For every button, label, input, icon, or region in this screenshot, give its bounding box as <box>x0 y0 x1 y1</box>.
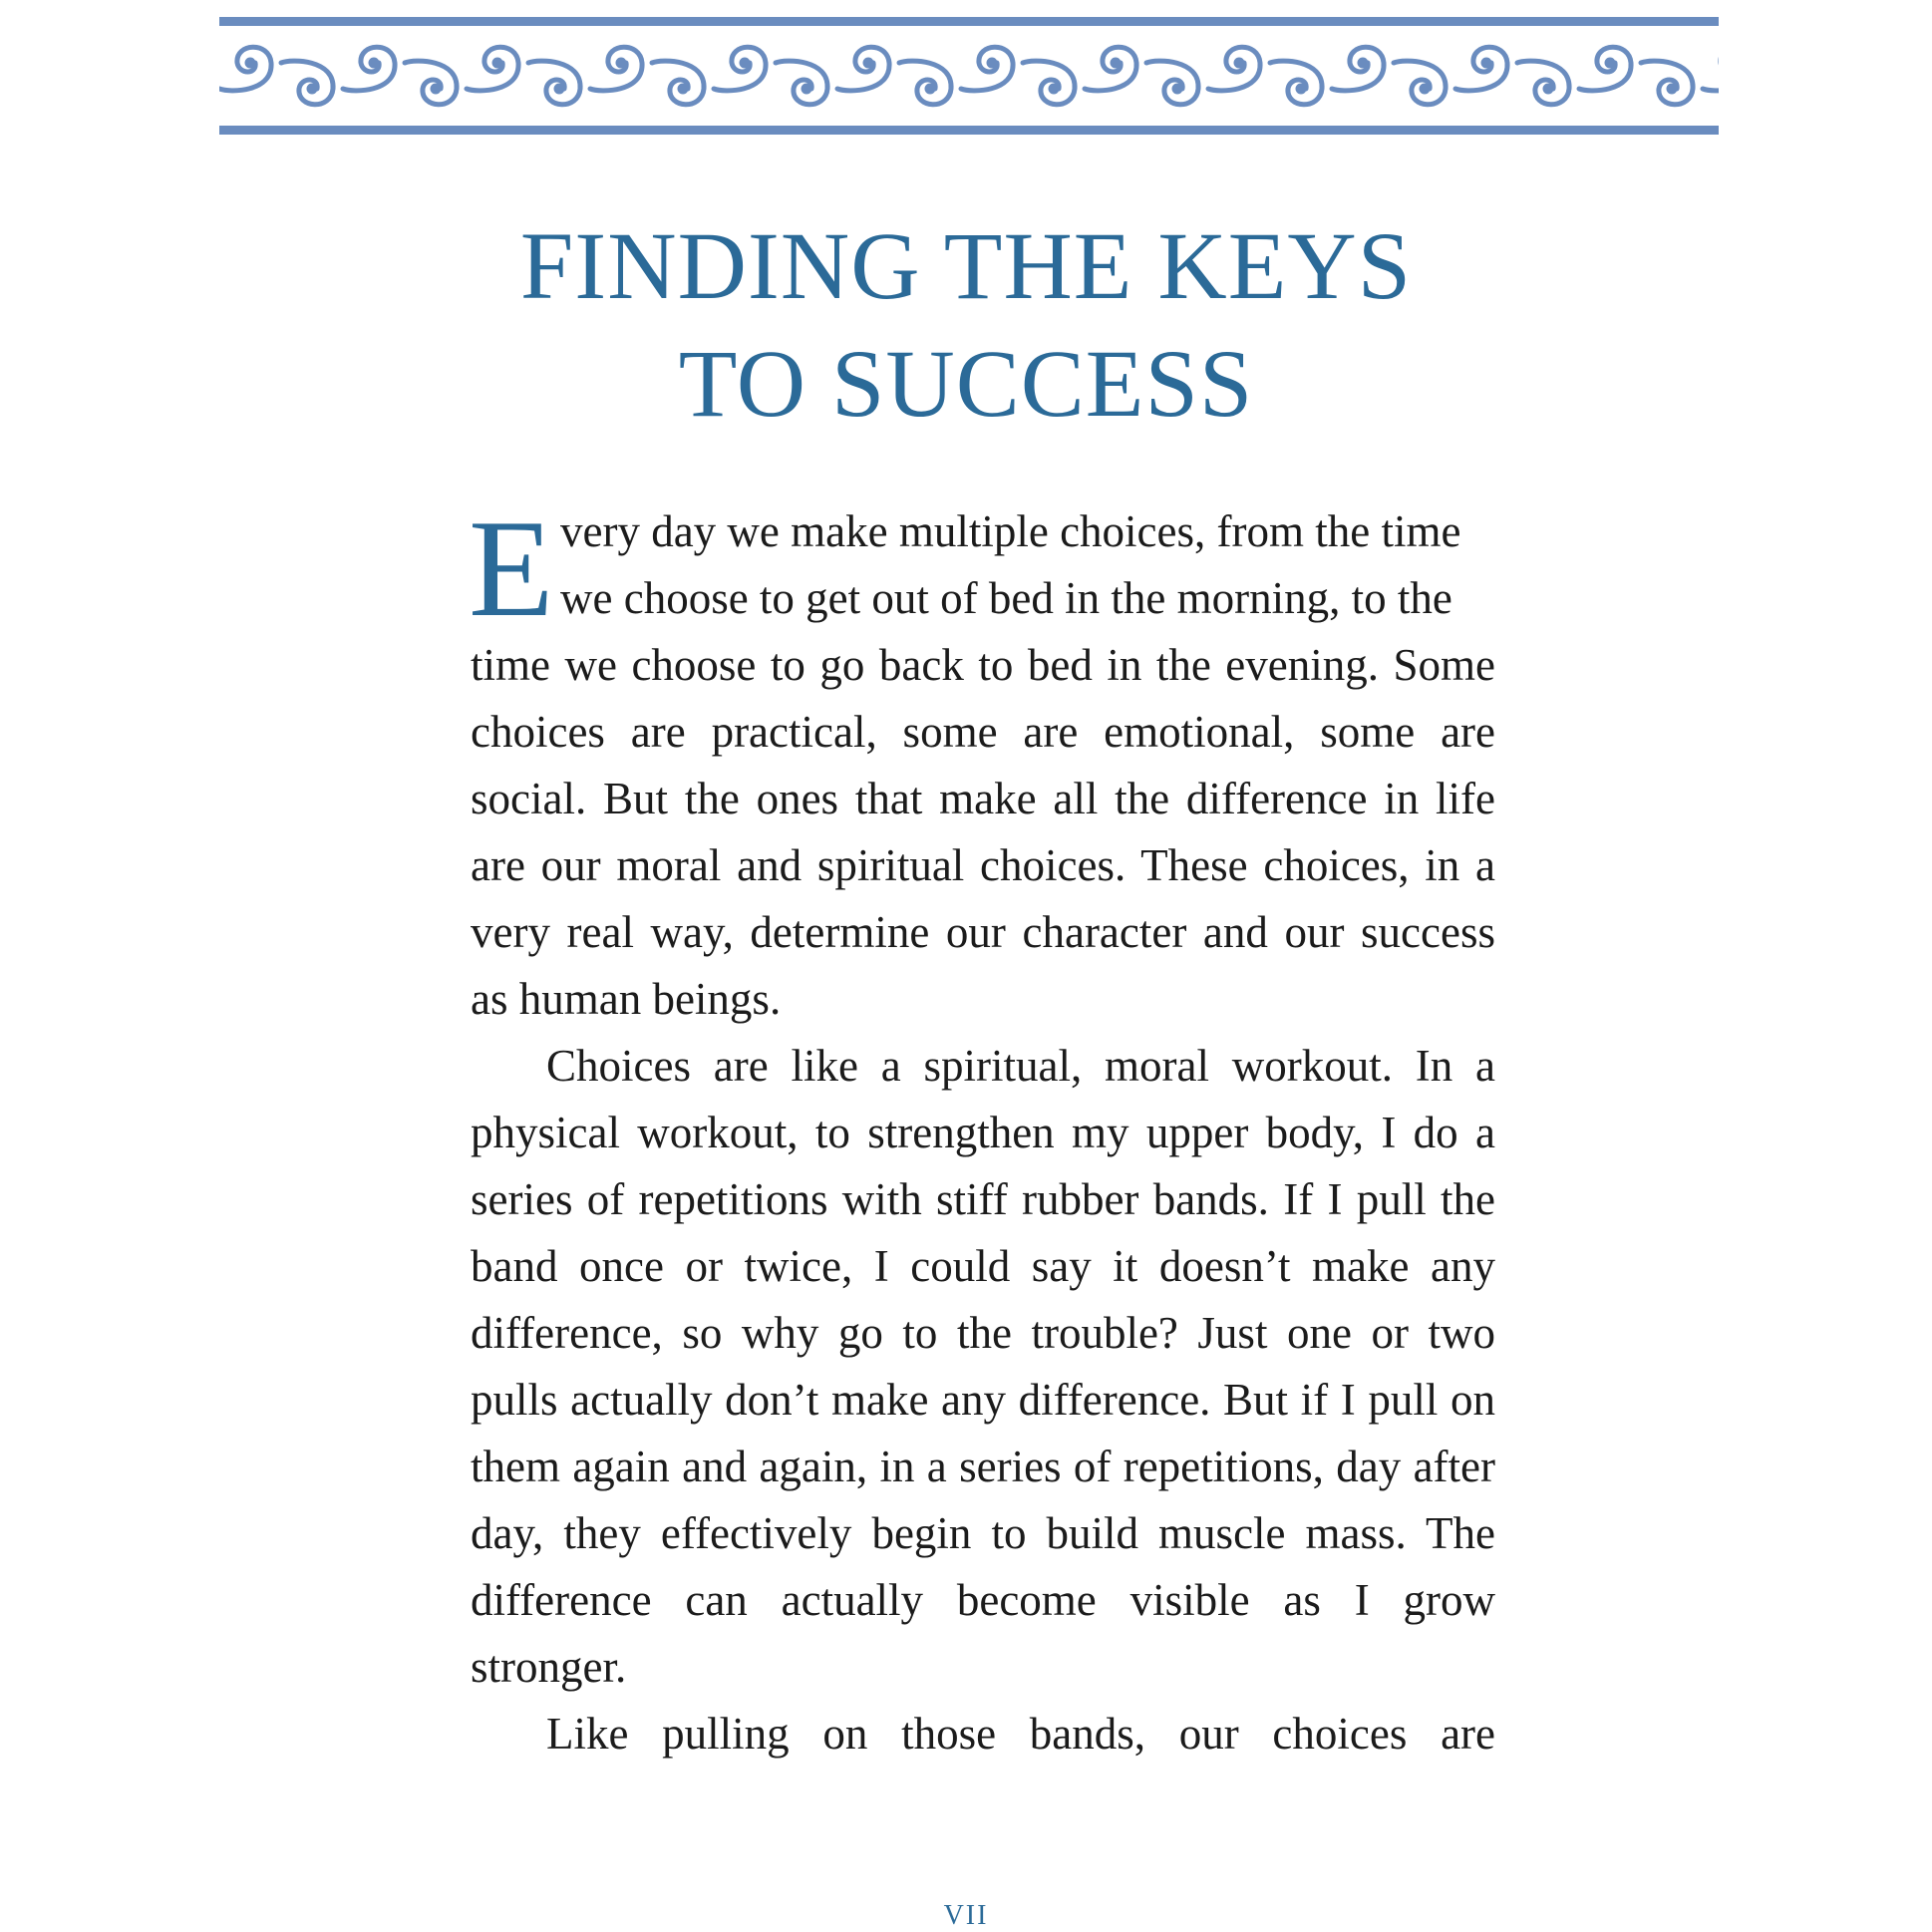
swirl-dot <box>371 60 377 66</box>
paragraph-1 <box>469 491 1495 1033</box>
swirl-dot <box>1174 86 1180 92</box>
swirl-motif <box>467 47 518 91</box>
body-text <box>469 491 1495 1768</box>
swirl-motif <box>1023 61 1075 105</box>
title-line-2: TO SUCCESS <box>678 330 1254 437</box>
swirl-dot <box>556 86 562 92</box>
swirl-dot <box>494 60 500 66</box>
swirl-dot <box>927 86 933 92</box>
swirl-dot <box>1236 60 1242 66</box>
swirl-dot <box>1545 86 1551 92</box>
swirl-dot <box>1051 86 1057 92</box>
swirl-dot <box>309 86 315 92</box>
paragraph-1-rest: time we choose to go back to bed in the evening. Some choices are practical, some are emotional, some are social. But the ones that make all the difference in life are our moral and spiritual choices. These choices, in a very real way, determine our character and our success as human beings. <box>471 640 1495 1024</box>
swirl-dot <box>1113 60 1119 66</box>
swirl-dot <box>433 86 439 92</box>
swirl-dot <box>247 60 253 66</box>
swirl-motif <box>1517 61 1569 105</box>
swirl-motif <box>1579 47 1631 91</box>
page-number: VII <box>943 1900 989 1931</box>
swirl-motif <box>1208 47 1260 91</box>
swirl-motif <box>219 47 271 91</box>
swirl-dot <box>618 60 624 66</box>
paragraph-1-line-1: very day we make multiple choices, from the time <box>560 506 1461 556</box>
title-line-1: FINDING THE KEYS <box>519 212 1413 319</box>
swirl-dot <box>1669 86 1675 92</box>
swirl-dot <box>742 60 748 66</box>
swirl-motif <box>1703 47 1719 91</box>
swirl-motif <box>1332 47 1384 91</box>
swirl-motif <box>1641 61 1693 105</box>
swirl-motif <box>899 61 951 105</box>
swirl-dot <box>1607 60 1613 66</box>
swirl-dot <box>1422 86 1428 92</box>
drop-cap: E <box>469 491 554 646</box>
swirl-motif <box>776 61 827 105</box>
swirl-motif <box>837 47 889 91</box>
swirl-motif <box>1394 61 1446 105</box>
swirl-dot <box>1298 86 1304 92</box>
swirl-motif <box>652 61 704 105</box>
swirl-motif <box>1085 47 1136 91</box>
chapter-title <box>0 207 1932 443</box>
swirl-motif <box>528 61 580 105</box>
swirl-motif <box>714 47 766 91</box>
swirl-motif <box>961 47 1013 91</box>
swirl-motif <box>281 61 333 105</box>
swirl-motif <box>405 61 457 105</box>
swirl-motif <box>343 47 395 91</box>
paragraph-2: Choices are like a spiritual, moral workout. In a physical workout, to strengthen my upper body, I do a series of repetitions with stiff rubber bands. If I pull the band once or twice, I could say it doesn’t make any difference, so why go to the trouble? Just one or two pulls actually don’t make any difference. But if I pull on them again and again, in a series of repetitions, day after day, they effectively begin to build muscle mass. The difference can actually become visible as I grow stronger. <box>471 1041 1495 1692</box>
swirl-motif <box>1455 47 1507 91</box>
swirl-dot <box>1360 60 1366 66</box>
paragraph-3: Like pulling on those bands, our choices are <box>546 1709 1495 1759</box>
swirl-dot <box>865 60 871 66</box>
swirl-dot <box>989 60 995 66</box>
swirl-motif <box>1146 61 1198 105</box>
swirl-motif <box>590 47 642 91</box>
swirl-dot <box>680 86 686 92</box>
swirl-dot <box>804 86 809 92</box>
swirl-motif <box>1270 61 1322 105</box>
decorative-border-ornament <box>219 17 1719 135</box>
swirl-dot <box>1483 60 1489 66</box>
paragraph-1-line-2: we choose to get out of bed in the morning, to the <box>560 573 1452 623</box>
